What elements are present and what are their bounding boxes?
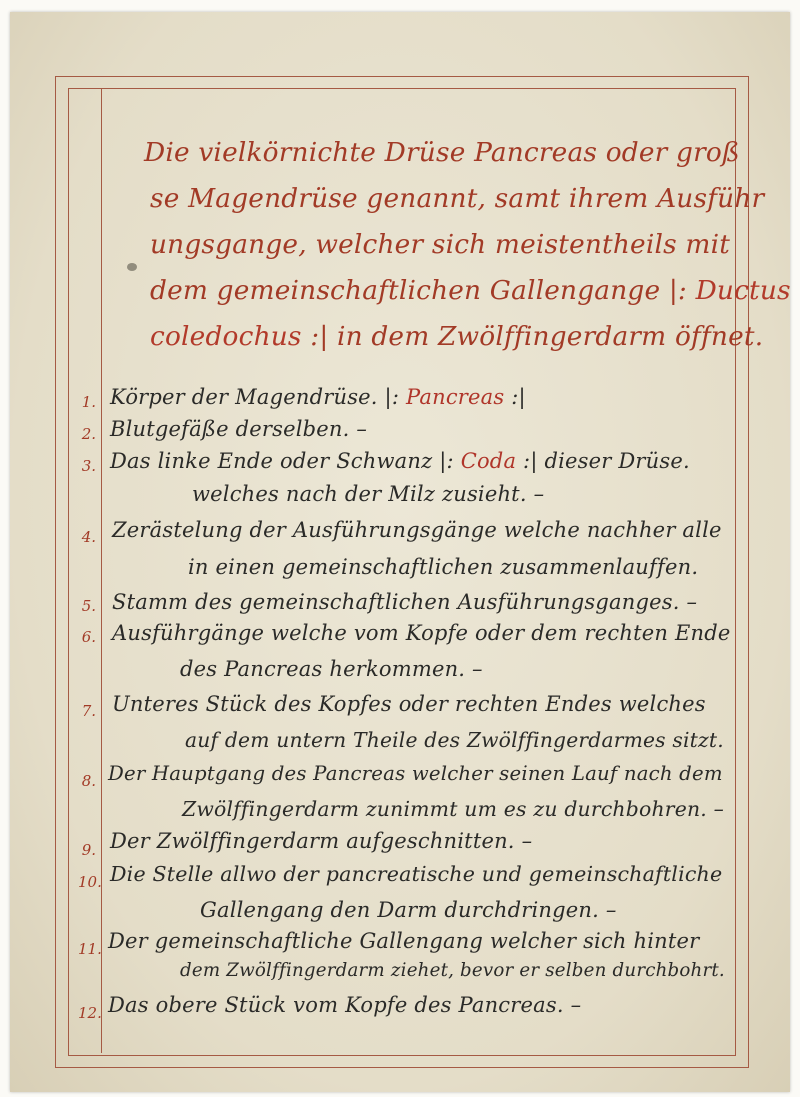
- item-text: Blutgefäße derselben. –: [110, 417, 368, 441]
- item-text: Die Stelle allwo der pancreatische und gemeinschaftliche: [110, 862, 723, 886]
- heading-text: :| in dem Zwölffingerdarm öffnet.: [301, 322, 764, 352]
- item-number: 4.: [81, 528, 96, 546]
- margin-rule: [101, 89, 102, 1053]
- item-text: Das obere Stück vom Kopfe des Pancreas. –: [108, 993, 582, 1017]
- item-text: Der Zwölffingerdarm aufgeschnitten. –: [110, 829, 533, 853]
- item-number: 7.: [81, 702, 96, 720]
- item-text: Der gemeinschaftliche Gallengang welcher sich hinter: [108, 929, 700, 953]
- item-number: 5.: [81, 597, 96, 615]
- item-number: 6.: [81, 628, 96, 646]
- heading-line: se Magendrüse genannt, samt ihrem Ausführ: [150, 184, 765, 214]
- item-number: 10.: [78, 873, 102, 891]
- item-text-continued: welches nach der Milz zusieht. –: [192, 482, 545, 506]
- item-text: Unteres Stück des Kopfes oder rechten Endes welches: [112, 692, 706, 716]
- item-number: 12.: [78, 1004, 102, 1022]
- heading-text: dem gemeinschaftlichen Gallengange |:: [150, 276, 696, 306]
- latin-term: Ductus: [695, 276, 791, 306]
- item-number: 2.: [81, 425, 96, 443]
- item-text-continued: Zwölffingerdarm zunimmt um es zu durchbohren. –: [182, 797, 725, 821]
- item-number: 3.: [81, 457, 96, 475]
- item-text: Zerästelung der Ausführungsgänge welche nachher alle: [112, 518, 722, 542]
- item-number: 11.: [78, 940, 102, 958]
- item-text: Ausführgänge welche vom Kopfe oder dem rechten Ende: [112, 621, 731, 645]
- item-text-continued: in einen gemeinschaftlichen zusammenlauffen.: [188, 555, 699, 579]
- item-text-continued: des Pancreas herkommen. –: [180, 657, 483, 681]
- item-text: Der Hauptgang des Pancreas welcher seinen Lauf nach dem: [108, 762, 723, 785]
- heading-line: [112, 314, 764, 360]
- item-number: 9.: [81, 841, 96, 859]
- heading-line: [112, 268, 791, 314]
- item-text: Stamm des gemeinschaftlichen Ausführungsganges. –: [112, 590, 698, 614]
- item-number: 8.: [81, 772, 96, 790]
- heading-line: Die vielkörnichte Drüse Pancreas oder groß: [144, 138, 740, 168]
- latin-term: coledochus: [150, 322, 302, 352]
- item-text-continued: Gallengang den Darm durchdringen. –: [200, 898, 617, 922]
- item-text-continued: auf dem untern Theile des Zwölffingerdarmes sitzt.: [185, 728, 724, 752]
- item-number: 1.: [81, 393, 96, 411]
- item-text: Körper der Magendrüse. |: Pancreas :|: [110, 385, 526, 409]
- item-text: Das linke Ende oder Schwanz |: Coda :| dieser Drüse.: [110, 449, 690, 473]
- heading: [112, 130, 791, 360]
- heading-line: ungsgange, welcher sich meistentheils mit: [150, 230, 731, 260]
- item-text-continued: dem Zwölffingerdarm ziehet, bevor er selben durchbohrt.: [180, 960, 725, 981]
